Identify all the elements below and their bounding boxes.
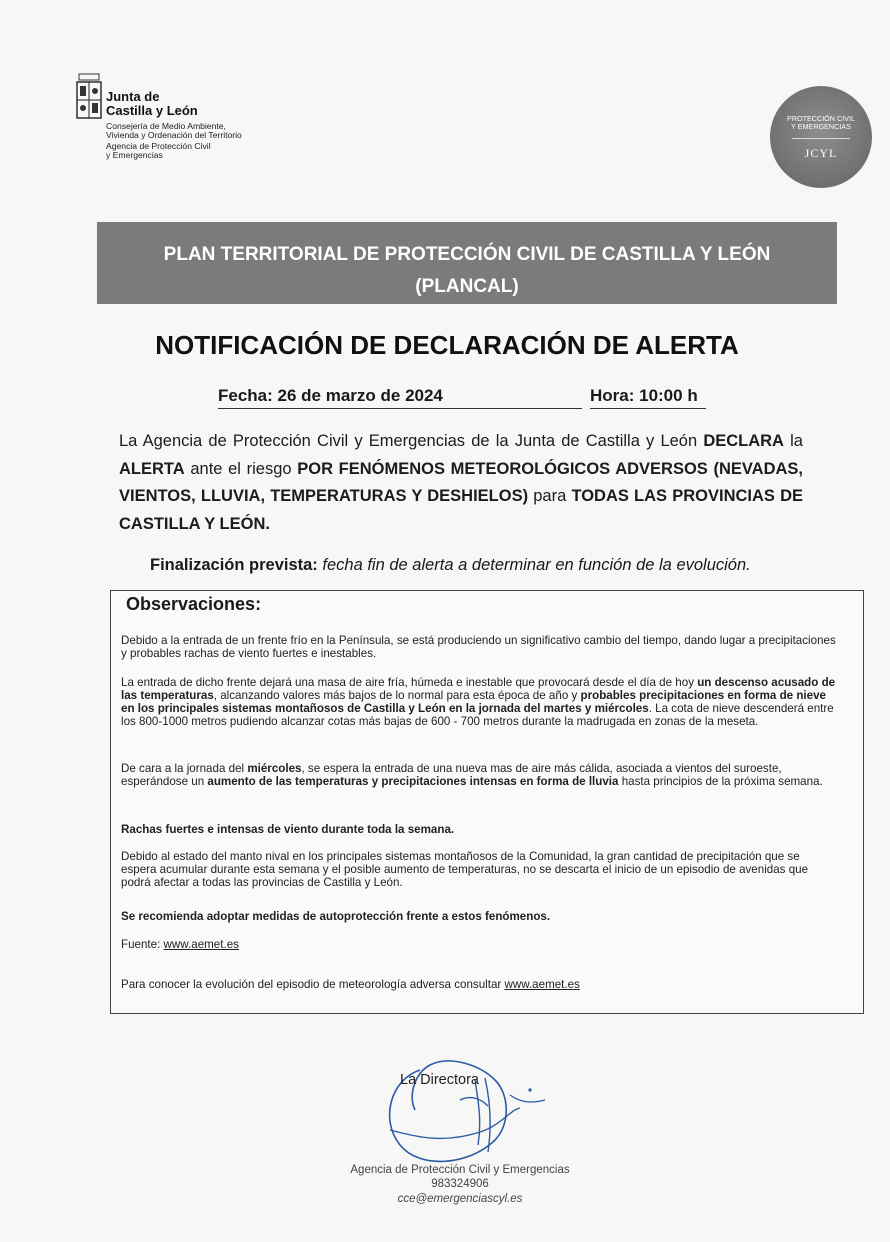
recommendation-text: Se recomienda adoptar medidas de autoprotección frente a estos fenómenos. bbox=[121, 910, 551, 923]
declaration-bold-4: TODAS LAS PROVINCIAS DE CASTILLA Y LEÓN. bbox=[119, 487, 803, 533]
document-title: NOTIFICACIÓN DE DECLARACIÓN DE ALERTA bbox=[155, 330, 739, 360]
expected-end bbox=[150, 556, 751, 575]
p3-text-2: , se espera la entrada de una nueva mas de aire más cálida, asociada a vientos del suroeste, esperándose un bbox=[121, 762, 782, 788]
p2-bold-1: un descenso acusado de las temperaturas bbox=[121, 676, 836, 702]
signatory-agency: Agencia de Protección Civil y Emergencias bbox=[350, 1164, 570, 1176]
source-line bbox=[121, 938, 837, 951]
declaration-text-4: para bbox=[528, 487, 572, 505]
evolution-line bbox=[121, 978, 837, 991]
notification-time: Hora: 10:00 h bbox=[590, 386, 706, 409]
source-link[interactable]: www.aemet.es bbox=[163, 938, 239, 951]
signatory-role: La Directora bbox=[400, 1072, 479, 1088]
declaration-text-2: la bbox=[783, 432, 803, 450]
org-name-line1: Junta de bbox=[106, 89, 160, 104]
plan-banner bbox=[97, 222, 837, 304]
observation-paragraph-3 bbox=[121, 762, 837, 788]
expected-end-text: fecha fin de alerta a determinar en función de la evolución. bbox=[322, 556, 751, 574]
declaration-bold-2: ALERTA bbox=[119, 459, 185, 478]
coat-of-arms-icon bbox=[76, 72, 102, 122]
alert-declaration bbox=[119, 428, 803, 538]
declaration-text-3: ante el riesgo bbox=[184, 459, 298, 478]
declaration-bold-1: DECLARA bbox=[703, 432, 784, 450]
p3-bold-1: miércoles bbox=[247, 762, 302, 775]
signatory-phone: 983324906 bbox=[431, 1178, 489, 1190]
org-name bbox=[106, 90, 198, 118]
notification-date: Fecha: 26 de marzo de 2024 bbox=[218, 386, 582, 409]
evolution-text: Para conocer la evolución del episodio de meteorología adversa consultar bbox=[121, 978, 505, 991]
observation-paragraph-2 bbox=[121, 676, 837, 728]
banner-line1: PLAN TERRITORIAL DE PROTECCIÓN CIVIL DE CASTILLA Y LEÓN bbox=[163, 244, 771, 265]
observation-paragraph-4: Rachas fuertes e intensas de viento durante toda la semana. bbox=[121, 823, 455, 836]
expected-end-label: Finalización prevista: bbox=[150, 556, 318, 574]
p3-bold-2: aumento de las temperaturas y precipitaciones intensas en forma de lluvia bbox=[207, 775, 619, 788]
observations-title: Observaciones: bbox=[126, 594, 262, 614]
p2-text-2: , alcanzando valores más bajos de lo normal para esta época de año y bbox=[213, 689, 581, 702]
seal-line2: Y EMERGENCIAS bbox=[791, 122, 851, 131]
p2-text-1: La entrada de dicho frente dejará una masa de aire fría, húmeda e inestable que provocará desde el día de hoy bbox=[121, 676, 698, 689]
signatory-email: cce@emergenciascyl.es bbox=[397, 1193, 523, 1205]
source-label: Fuente: bbox=[121, 938, 164, 951]
handwritten-signature bbox=[360, 1040, 560, 1180]
seal-divider bbox=[792, 138, 850, 139]
seal-line3: JCYL bbox=[804, 146, 838, 160]
agency-line1: Agencia de Protección Civil bbox=[106, 141, 211, 151]
observation-paragraph-5: Debido al estado del manto nival en los principales sistemas montañosos de la Comunidad, la gran cantidad de precipitación que se espera acumular durante esta semana y el posible aumento de temperaturas, no se descarta el inicio de un episodio de avenidas que podrá afectar a todas las provincias de Castilla y León. bbox=[121, 850, 809, 889]
p2-bold-2: probables precipitaciones en forma de nieve en los principales sistemas montañosos de Castilla y León en la jornada del martes y miércoles bbox=[121, 689, 826, 715]
p3-text-3: hasta principios de la próxima semana. bbox=[618, 775, 823, 788]
department-line2: Vivienda y Ordenación del Territorio bbox=[106, 130, 242, 140]
evolution-link[interactable]: www.aemet.es bbox=[504, 978, 580, 991]
observation-paragraph-1: Debido a la entrada de un frente frío en la Península, se está produciendo un significativo cambio del tiempo, dando lugar a precipitaciones y probables rachas de viento fuertes e inestables. bbox=[121, 634, 836, 660]
banner-line2: (PLANCAL) bbox=[415, 276, 519, 297]
p3-text-1: De cara a la jornada del bbox=[121, 762, 248, 775]
org-name-line2: Castilla y León bbox=[106, 103, 198, 118]
civil-protection-seal bbox=[770, 86, 872, 188]
agency-line2: y Emergencias bbox=[106, 150, 163, 160]
p2-text-3: . La cota de nieve descenderá entre los 800-1000 metros pudiendo alcanzar cotas más bajas de 600 - 700 metros durante la madrugada en zonas de la meseta. bbox=[121, 702, 834, 728]
declaration-bold-3: POR FENÓMENOS METEOROLÓGICOS ADVERSOS (NEVADAS, VIENTOS, LLUVIA, TEMPERATURAS Y DESHIELOS) bbox=[119, 459, 804, 505]
department-line1: Consejería de Medio Ambiente, bbox=[106, 121, 226, 131]
seal-line1: PROTECCIÓN CIVIL bbox=[787, 114, 855, 123]
declaration-text-1: La Agencia de Protección Civil y Emergencias de la Junta de Castilla y León bbox=[119, 432, 704, 450]
